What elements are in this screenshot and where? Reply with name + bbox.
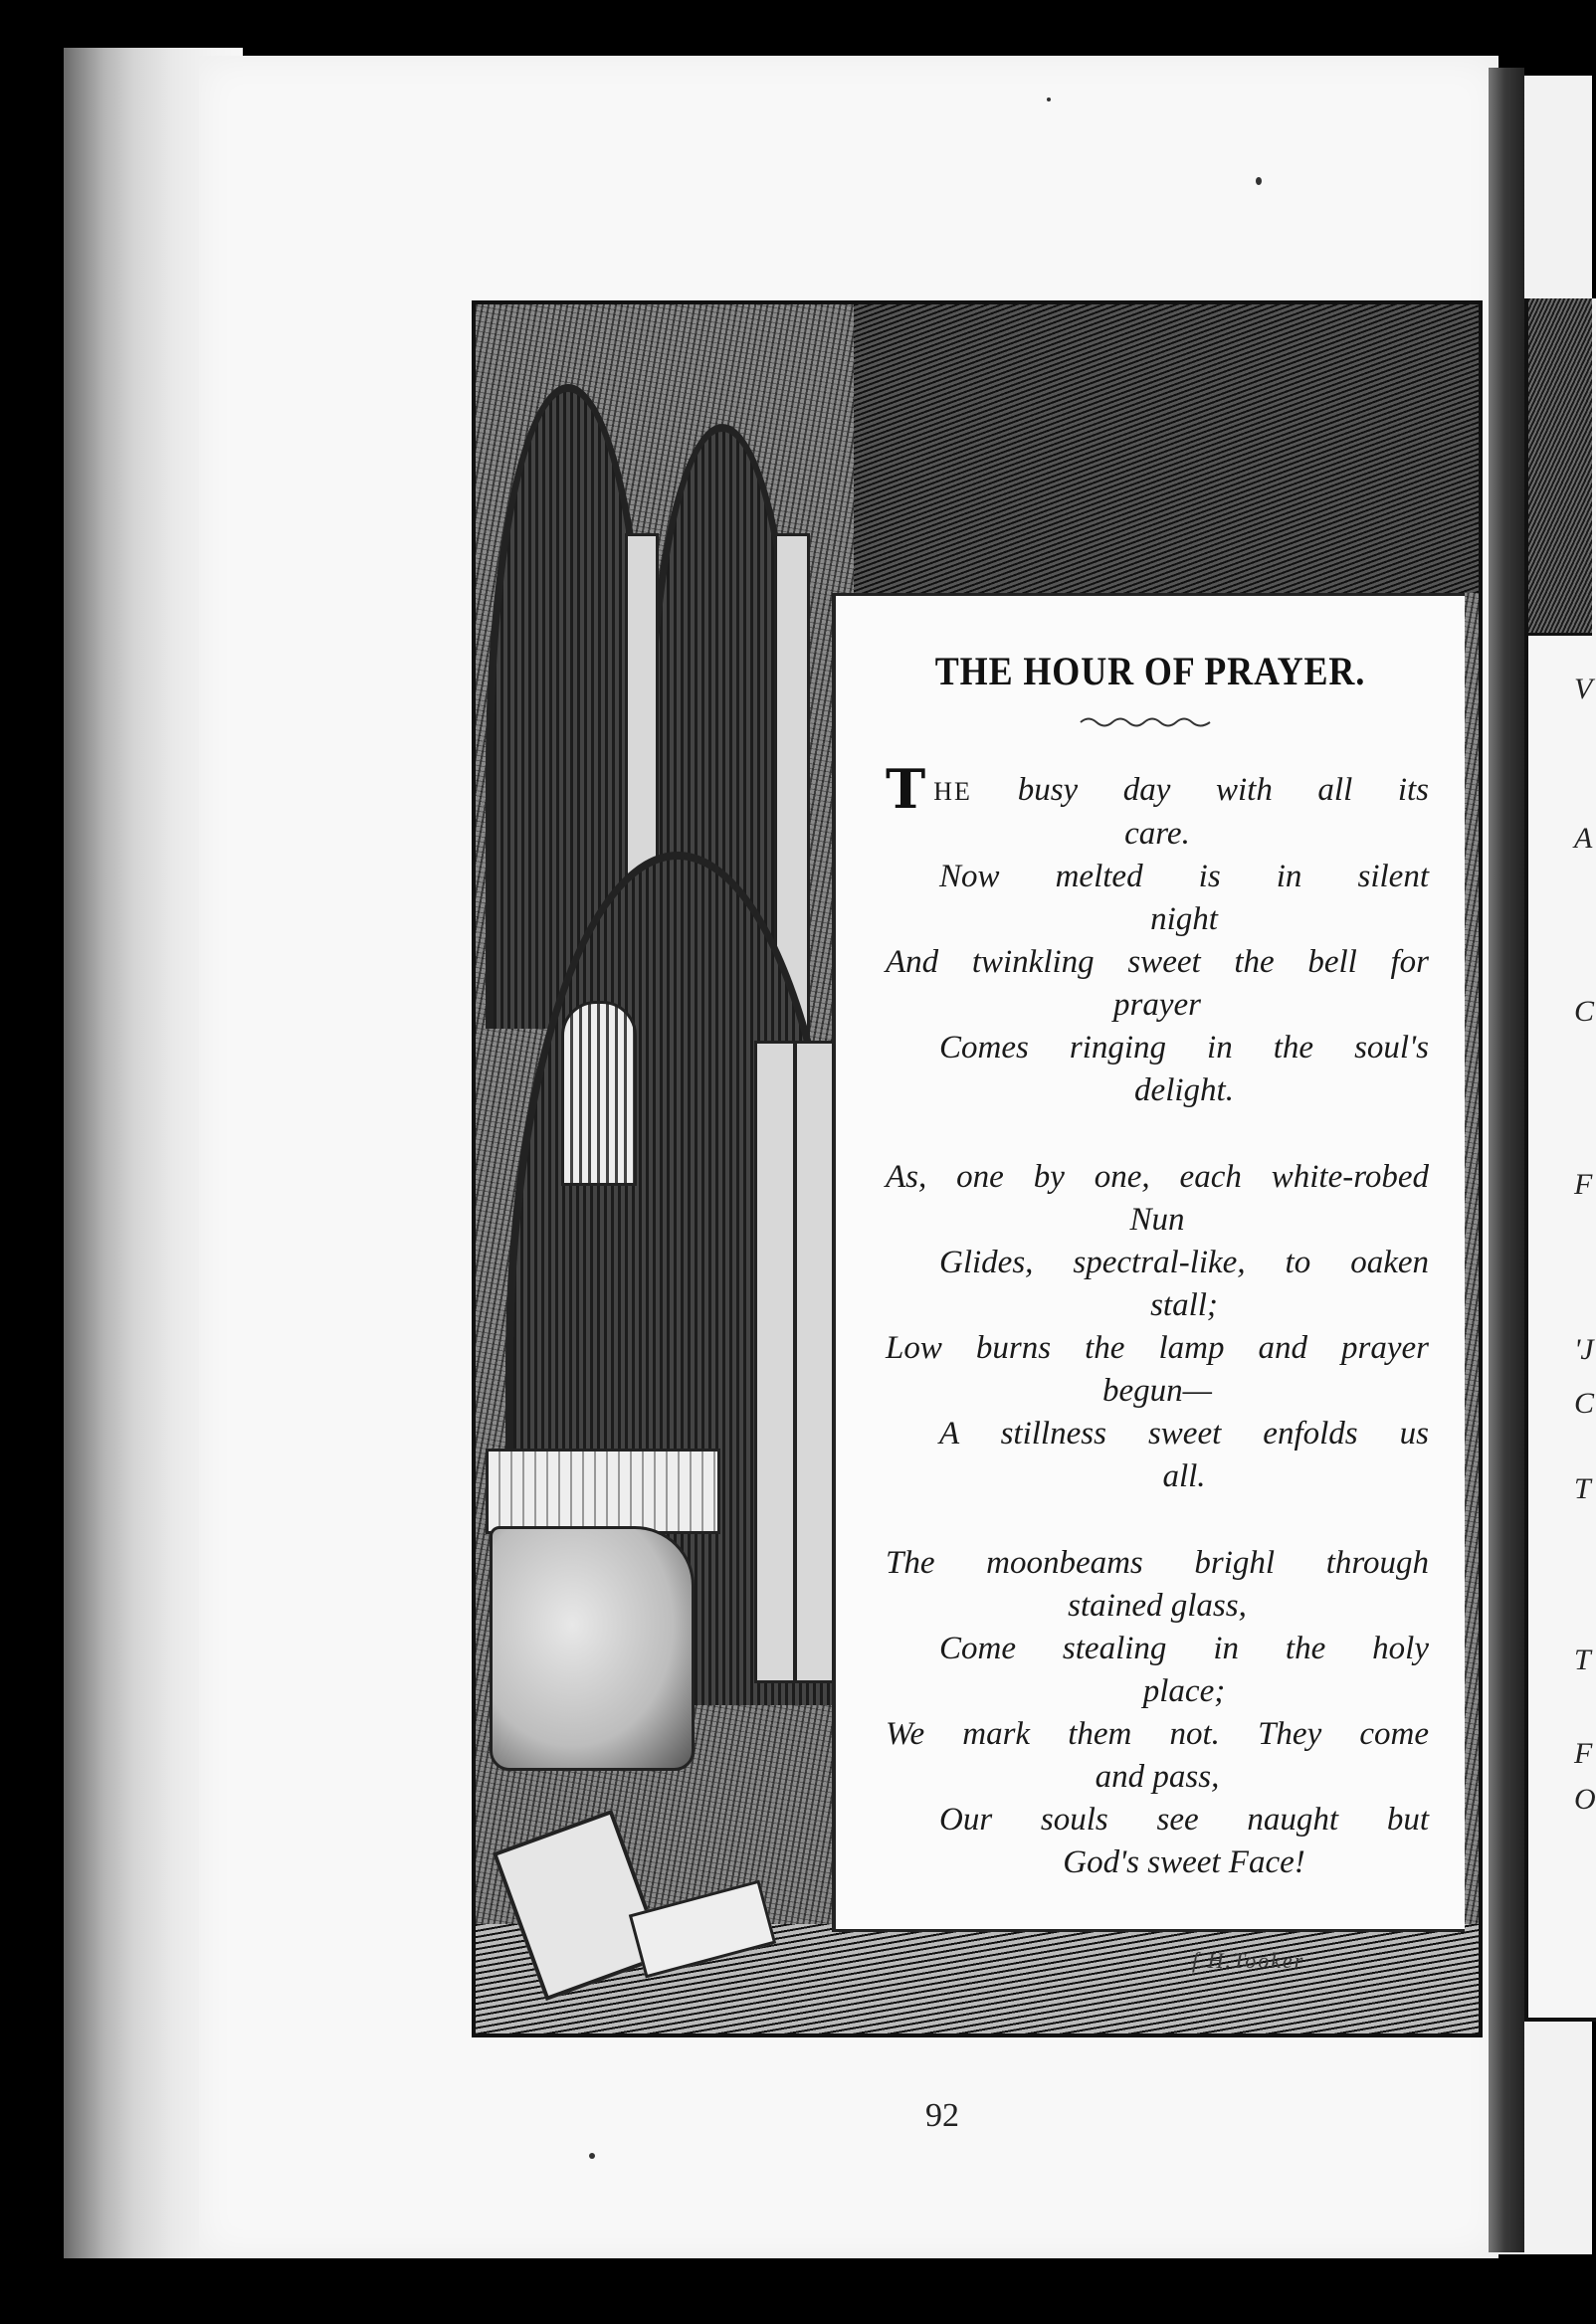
facing-page-letter: O bbox=[1574, 1783, 1596, 1816]
stanza-gap bbox=[886, 1112, 1429, 1156]
poem-line-continuation: stained glass, bbox=[1068, 1588, 1247, 1624]
facing-page-letter: C bbox=[1574, 1387, 1595, 1420]
stanza-gap bbox=[886, 1498, 1429, 1542]
poem-line-text: Comes ringing in the soul's bbox=[939, 1030, 1429, 1065]
poem-line-text: Now melted is in silent bbox=[939, 859, 1429, 894]
poem-line bbox=[886, 1156, 1429, 1242]
poem-line bbox=[886, 941, 1429, 1027]
scan-speck bbox=[589, 2153, 595, 2159]
altar-cloth bbox=[486, 1449, 720, 1534]
facing-page-letter: T bbox=[1574, 1472, 1591, 1505]
book-gutter bbox=[1489, 68, 1524, 2252]
poem-line bbox=[886, 1242, 1429, 1327]
poem-line-text: Glides, spectral-like, to oaken bbox=[939, 1245, 1429, 1280]
poem-body bbox=[886, 757, 1429, 1884]
poem-line-text: We mark them not. They come bbox=[886, 1716, 1429, 1752]
poem-line bbox=[886, 856, 1429, 941]
facing-page-letter: F bbox=[1574, 1168, 1593, 1201]
poem-line bbox=[886, 1327, 1429, 1413]
facing-page-letter: V bbox=[1574, 673, 1593, 705]
facing-page-illustration bbox=[1528, 298, 1592, 636]
facing-page-letter: A bbox=[1574, 822, 1593, 855]
small-caps-lead: HE bbox=[933, 777, 1018, 806]
poem-line-text: As, one by one, each white-robed bbox=[886, 1159, 1429, 1195]
facing-page-letter: F bbox=[1574, 1737, 1593, 1770]
poem-line-continuation: and pass, bbox=[1095, 1759, 1220, 1795]
stained-glass-window bbox=[561, 1001, 637, 1186]
poem-line-continuation: begun— bbox=[1102, 1373, 1212, 1409]
title-ornament bbox=[1081, 715, 1210, 729]
poem-line bbox=[886, 1027, 1429, 1112]
page-number: 92 bbox=[925, 2097, 959, 2134]
poem-line bbox=[886, 1542, 1429, 1628]
column bbox=[754, 1041, 796, 1683]
poem-line-continuation: delight. bbox=[1134, 1072, 1234, 1108]
poem-line-text: The moonbeams brighl through bbox=[886, 1545, 1429, 1581]
poem-line-continuation: night bbox=[1150, 901, 1218, 937]
column bbox=[794, 1041, 836, 1683]
facing-page-letter: T bbox=[1574, 1644, 1591, 1676]
poem-line bbox=[886, 757, 1429, 856]
poem-line-continuation: care. bbox=[1124, 816, 1190, 852]
poem-line-text: Come stealing in the holy bbox=[939, 1631, 1429, 1666]
poem-line-continuation: prayer bbox=[1113, 987, 1201, 1023]
poem-line-continuation: God's sweet Face! bbox=[1063, 1844, 1305, 1880]
poem-line-text: A stillness sweet enfolds us bbox=[939, 1416, 1429, 1452]
poem-line bbox=[886, 1628, 1429, 1713]
poem-panel bbox=[832, 593, 1465, 1932]
artist-signature: ſ.H.Tooker bbox=[1192, 1948, 1305, 1973]
poem-line-text: And twinkling sweet the bell for bbox=[886, 944, 1429, 980]
poem-line-text: Our souls see naught but bbox=[939, 1802, 1429, 1838]
facing-page-letter: 'J bbox=[1574, 1333, 1594, 1366]
poem-line bbox=[886, 1799, 1429, 1884]
altar bbox=[490, 1526, 695, 1771]
poem-line-continuation: all. bbox=[1162, 1458, 1206, 1494]
poem-line-text: busy day with all its bbox=[1017, 772, 1429, 808]
poem-line bbox=[886, 1713, 1429, 1799]
vaulted-ceiling bbox=[854, 304, 1479, 593]
poem-line bbox=[886, 1413, 1429, 1498]
scan-speck bbox=[1256, 177, 1262, 185]
facing-page-letter: C bbox=[1574, 995, 1595, 1028]
poem-line-text: Low burns the lamp and prayer bbox=[886, 1330, 1429, 1366]
poem-line-continuation: stall; bbox=[1150, 1287, 1218, 1323]
drop-cap: T bbox=[886, 757, 926, 821]
poem-line-continuation: place; bbox=[1142, 1673, 1226, 1709]
poem-title: THE HOUR OF PRAYER. bbox=[934, 649, 1366, 693]
poem-line-continuation: Nun bbox=[1129, 1202, 1185, 1238]
scan-speck bbox=[1047, 97, 1051, 101]
